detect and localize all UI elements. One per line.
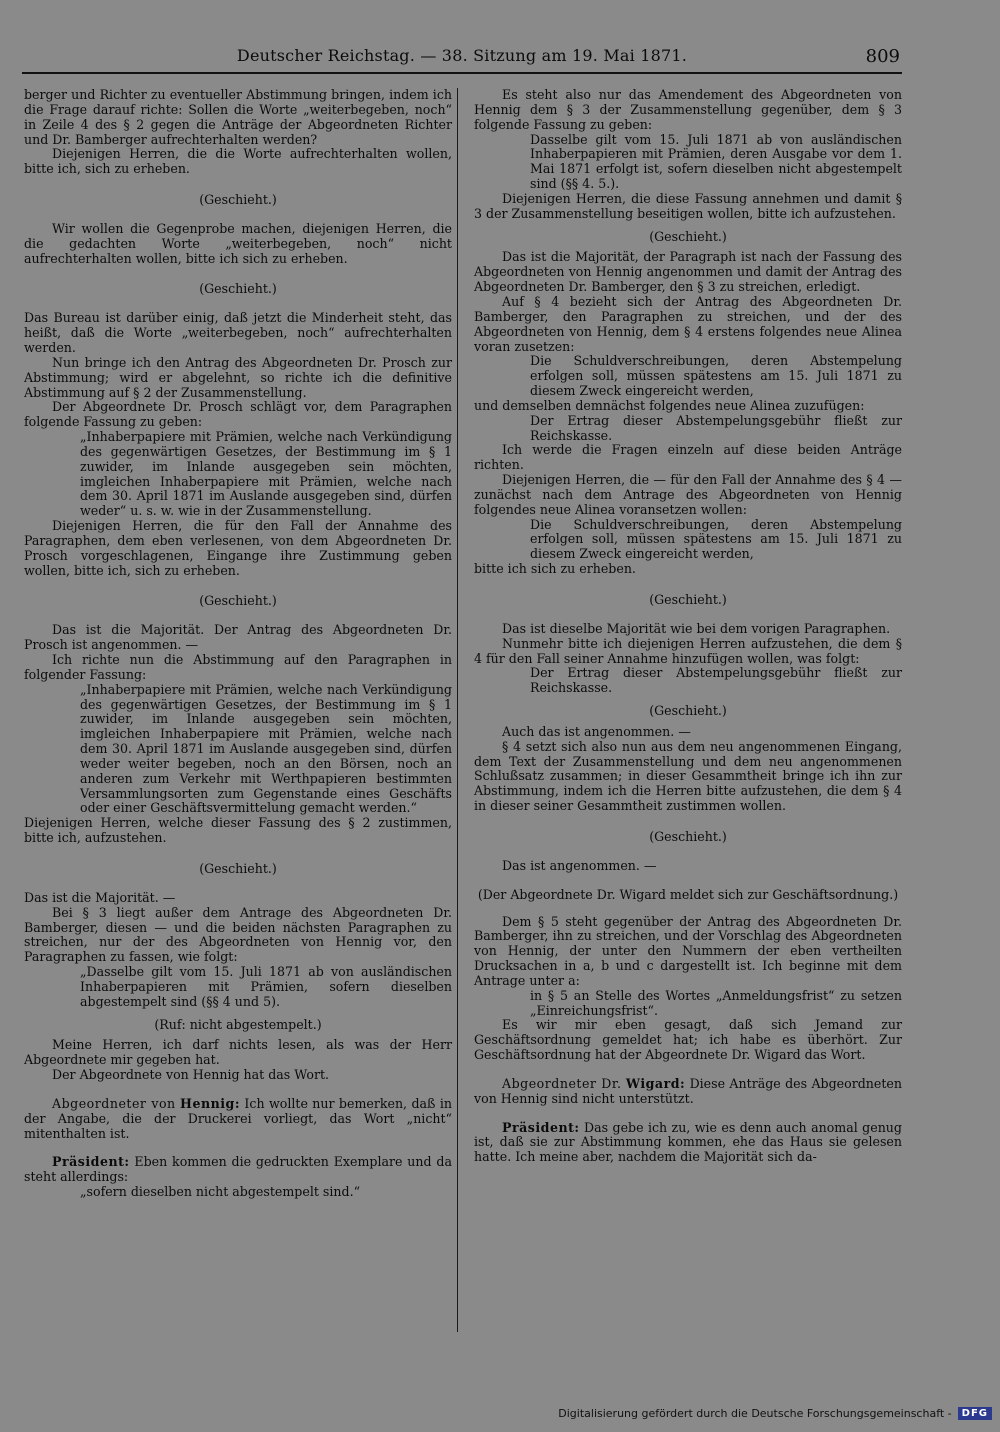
page-number: 809 xyxy=(865,46,900,67)
digitization-footer xyxy=(558,1407,992,1420)
speech-text: Diese Anträge des Abgeordneten von Hennig sind nicht unterstützt. xyxy=(474,1075,902,1106)
right-column xyxy=(474,88,902,1165)
quoted-text: „sofern dieselben nicht abgestempelt sind.“ xyxy=(80,1184,361,1200)
funding-note: Digitalisierung gefördert durch die Deutsche Forschungsgemeinschaft - xyxy=(558,1407,952,1420)
stage-direction: (Geschieht.) xyxy=(199,593,277,609)
paragraph: Das ist die Majorität, der Paragraph ist nach der Fassung des Abgeordneten von Hennig angenommen und damit der Antrag des Abgeordneten Dr. Bamberger, den § 3 zu streichen, erledigt. xyxy=(474,249,902,295)
paragraph: Das ist die Majorität. Der Antrag des Abgeordneten Dr. Prosch ist angenommen. — xyxy=(24,622,452,653)
speaker-name: Wigard: xyxy=(625,1075,686,1091)
speaker-name: Präsident: xyxy=(502,1119,580,1135)
speech-text: Ich wollte nur bemerken, daß in der Angabe, die der Druckerei vorliegt, das Wort „nicht“ mitenthalten ist. xyxy=(24,1095,452,1141)
paragraph: Nunmehr bitte ich diejenigen Herren aufzustehen, die dem § 4 für den Fall seiner Annahme hinzufügen wollen, was folgt: xyxy=(474,635,902,666)
stage-direction: (Geschieht.) xyxy=(199,860,277,876)
page-header xyxy=(22,44,902,74)
quoted-text: „Dasselbe gilt vom 15. Juli 1871 ab von ausländischen Inhaberpapieren mit Prämien, sofern dieselben abgestempelt sind (§§ 4 und 5). xyxy=(80,964,452,1009)
quoted-text: Der Ertrag dieser Abstempelungsgebühr fließt zur Reichskasse. xyxy=(530,665,902,696)
speech-text: Eben kommen die gedruckten Exemplare und da steht allerdings: xyxy=(24,1154,452,1185)
interjection: (Ruf: nicht abgestempelt.) xyxy=(154,1016,322,1032)
stage-direction: (Geschieht.) xyxy=(199,281,277,297)
paragraph: bitte ich sich zu erheben. xyxy=(474,561,636,577)
stage-direction: (Geschieht.) xyxy=(199,192,277,208)
speech xyxy=(474,1121,902,1166)
paragraph: Diejenigen Herren, die diese Fassung annehmen und damit § 3 der Zusammenstellung beseitigen wollen, bitte ich aufzustehen. xyxy=(474,190,902,221)
speaker-role: Abgeordneter Dr. xyxy=(502,1075,622,1091)
paragraph: Auf § 4 bezieht sich der Antrag des Abgeordneten Dr. Bamberger, den Paragraphen zu streichen, und der des Abgeordneten von Hennig, dem § 4 erstens folgendes neue Alinea voran zusetzen: xyxy=(474,293,902,354)
paragraph: Diejenigen Herren, die die Worte aufrechterhalten wollen, bitte ich, sich zu erheben. xyxy=(24,146,452,177)
paragraph: Dem § 5 steht gegenüber der Antrag des Abgeordneten Dr. Bamberger, ihn zu streichen, und der Vorschlag des Abgeordneten von Hennig, der unter den Nummern der eben vertheilten Drucksachen in a, b und c dargestellt ist. Ich beginne mit dem Antrage unter a: xyxy=(474,913,902,988)
paragraph: und demselben demnächst folgendes neue Alinea zuzufügen: xyxy=(474,397,865,413)
paragraph: Ich richte nun die Abstimmung auf den Paragraphen in folgender Fassung: xyxy=(24,652,452,682)
dfg-logo: DFG xyxy=(958,1407,992,1420)
paragraph: Diejenigen Herren, welche dieser Fassung des § 2 zustimmen, bitte ich, aufzustehen. xyxy=(24,815,452,846)
paragraph: Es steht also nur das Amendement des Abgeordneten von Hennig dem § 3 der Zusammenstellung gegenüber, dem § 3 folgende Fassung zu geben: xyxy=(474,87,902,132)
paragraph: Ich werde die Fragen einzeln auf diese beiden Anträge richten. xyxy=(474,442,902,473)
column-divider xyxy=(457,88,458,1332)
paragraph: § 4 setzt sich also nun aus dem neu angenommenen Eingang, dem Text der Zusammenstellung und dem neu angenommenen Schlußsatz zusammen; in dieser Gesammtheit bringe ich ihn zur Abstimmung, indem ich die Herren bitte aufzustehen, die dem § 4 in dieser seiner Gesammtheit zustimmen wollen. xyxy=(474,738,902,814)
quoted-text: „Inhaberpapiere mit Prämien, welche nach Verkündigung des gegenwärtigen Gesetzes, der Bestimmung im § 1 zuwider, im Inlande ausgegeben sein möchten, imgleichen Inhaberpapiere mit Prämien, welche nach dem 30. April 1871 im Auslande ausgegeben sind, dürfen weder“ u. s. w. wie in der Zusammenstellung. xyxy=(80,429,452,519)
quoted-text: „Inhaberpapiere mit Prämien, welche nach Verkündigung des gegenwärtigen Gesetzes, der Bestimmung im § 1 zuwider, im Inlande ausgegeben sein möchten, imgleichen Inhaberpapiere mit Prämien, welche nach dem 30. April 1871 im Auslande ausgegeben sind, dürfen weder weiter begeben, noch an den Börsen, noch an anderen zum Verkehr mit Werthpapieren bestimmten Versammlungsorten zum Gegenstande eines Geschäfts oder einer Geschäftsvermittelung gemacht werden.“ xyxy=(80,681,452,816)
paragraph: Bei § 3 liegt außer dem Antrage des Abgeordneten Dr. Bamberger, diesen — und die beiden nächsten Paragraphen zu streichen, nur der des Abgeordneten von Hennig vor, den Paragraphen zu fassen, wie folgt: xyxy=(24,904,452,965)
speech-text: Das gebe ich zu, wie es denn auch anomal genug ist, daß sie zur Abstimmung kommen, ehe das Haus sie gelesen hatte. Ich meine aber, nachdem die Majorität sich da- xyxy=(474,1119,902,1165)
paragraph: Das ist angenommen. — xyxy=(502,857,657,873)
paragraph: Auch das ist angenommen. — xyxy=(502,723,691,739)
paragraph: Der Abgeordnete von Hennig hat das Wort. xyxy=(52,1067,330,1083)
speech xyxy=(24,1155,452,1185)
left-column xyxy=(24,88,452,1200)
stage-direction: (Geschieht.) xyxy=(649,828,727,844)
speaker-name: Hennig: xyxy=(180,1095,241,1111)
quoted-text: Der Ertrag dieser Abstempelungsgebühr fließt zur Reichskasse. xyxy=(530,412,902,443)
paragraph: Nun bringe ich den Antrag des Abgeordneten Dr. Prosch zur Abstimmung; wird er abgelehnt, so richte ich die definitive Abstimmung auf § 2 der Zusammenstellung. xyxy=(24,354,452,400)
paragraph: Das Bureau ist darüber einig, daß jetzt die Minderheit steht, das heißt, daß die Worte „weiterbegeben, noch“ aufrechterhalten werden. xyxy=(24,310,452,355)
speaker-name: Präsident: xyxy=(52,1154,130,1170)
paragraph: Diejenigen Herren, die — für den Fall der Annahme des § 4 — zunächst nach dem Antrage des Abgeordneten von Hennig folgendes neue Alinea voransetzen wollen: xyxy=(474,472,902,517)
quoted-text: in § 5 an Stelle des Wortes „Anmeldungsfrist“ zu setzen „Einreichungsfrist“. xyxy=(530,987,902,1018)
stage-direction: (Geschieht.) xyxy=(649,592,727,607)
running-title: Deutscher Reichstag. — 38. Sitzung am 19. Mai 1871. xyxy=(236,46,688,65)
quoted-text: Dasselbe gilt vom 15. Juli 1871 ab von ausländischen Inhaberpapieren mit Prämien, deren Ausgabe vor dem 1. Mai 1871 erfolgt ist, sofern dieselben nicht abgestempelt sind (§§ 4. 5.). xyxy=(530,131,902,192)
paragraph: Das ist die Majorität. — xyxy=(24,889,176,905)
paragraph: Es wir mir eben gesagt, daß sich Jemand zur Geschäftsordnung gemeldet hat; ich habe es überhört. Zur Geschäftsordnung hat der Abgeordnete Dr. Wigard das Wort. xyxy=(474,1017,902,1063)
speaker-role: Abgeordneter von xyxy=(52,1095,176,1111)
speech xyxy=(474,1077,902,1107)
quoted-text: Die Schuldverschreibungen, deren Abstempelung erfolgen soll, müssen spätestens am 15. Juli 1871 zu diesem Zweck eingereicht werden, xyxy=(530,516,902,562)
quoted-text: Die Schuldverschreibungen, deren Abstempelung erfolgen soll, müssen spätestens am 15. Juli 1871 zu diesem Zweck eingereicht werden, xyxy=(530,353,902,399)
speech xyxy=(24,1097,452,1142)
paragraph: Meine Herren, ich darf nichts lesen, als was der Herr Abgeordnete mir gegeben hat. xyxy=(24,1037,452,1068)
paragraph: Diejenigen Herren, die für den Fall der Annahme des Paragraphen, dem eben verlesenen, von dem Abgeordneten Dr. Prosch vorgeschlagenen, Eingange ihre Zustimmung geben wollen, bitte ich, sich zu erheben. xyxy=(24,518,452,578)
paragraph: Der Abgeordnete Dr. Prosch schlägt vor, dem Paragraphen folgende Fassung zu geben: xyxy=(24,399,452,430)
paragraph: Wir wollen die Gegenprobe machen, diejenigen Herren, die die gedachten Worte „weiterbegeben, noch“ nicht aufrechterhalten wollen, bitte ich sich zu erheben. xyxy=(24,220,452,266)
paragraph: berger und Richter zu eventueller Abstimmung bringen, indem ich die Frage darauf richte: Sollen die Worte „weiterbegeben, noch“ in Zeile 4 des § 2 gegen die Anträge der Abgeordneten Richter und Dr. Bamberger aufrechterhalten werden? xyxy=(24,87,452,147)
paragraph: Das ist dieselbe Majorität wie bei dem vorigen Paragraphen. xyxy=(502,620,891,636)
interjection: (Der Abgeordnete Dr. Wigard meldet sich zur Geschäftsordnung.) xyxy=(477,886,899,902)
stage-direction: (Geschieht.) xyxy=(649,703,727,719)
stage-direction: (Geschieht.) xyxy=(649,228,727,244)
